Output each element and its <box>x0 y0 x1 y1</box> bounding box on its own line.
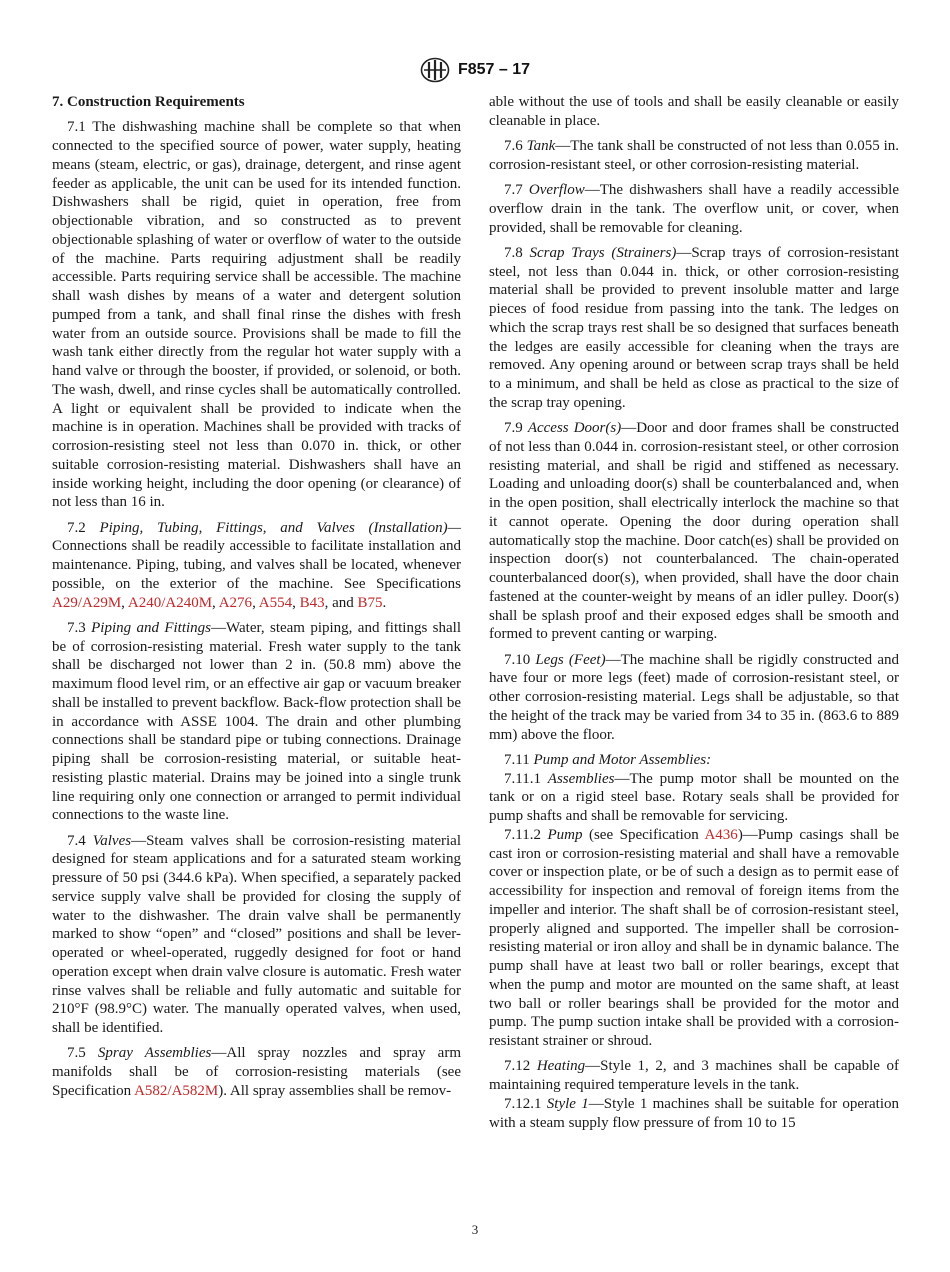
ref-link-a29[interactable]: A29/A29M <box>52 594 122 611</box>
paragraph-title: Assemblies <box>547 770 615 787</box>
ref-link-b75[interactable]: B75 <box>357 594 383 611</box>
paragraph-7-3: 7.3 Piping and Fittings—Water, steam piping, and fittings shall be of corrosion-resisting material. Fresh water supply to the tank shall be discharged not lower than 2 in. (50.8 mm) above the maximum flood level rim, or an effective air gap or vacuum breaker shall be installed to prevent backflow. Back-flow protection shall be in accordance with ASSE 1004. The drain and other plumbing connections shall be standard pipe or tubing connections. Drainage piping shall be corrosion-resisting material, or suitable heat-resisting plastic material. Drains may be joined into a single trunk line requiring only one connection or arranged to permit individual connections to the waste line. <box>52 619 462 824</box>
paragraph-title: Overflow <box>528 182 585 198</box>
paragraph-7-11-1: 7.11.1 Assemblies—The pump motor shall be mounted on the tank or on a rigid steel base. Rotary seals shall be provided for pump shafts and shall be removable for servicing. <box>489 770 899 824</box>
paragraph-title: Pump and Motor Assemblies: <box>533 751 712 768</box>
ref-link-b43[interactable]: B43 <box>299 594 325 611</box>
paragraph-title: Heating <box>536 1058 586 1075</box>
paragraph-title: Pump <box>547 826 583 843</box>
paragraph-7-2: 7.2 Piping, Tubing, Fittings, and Valves (Installation)—Connections shall be readily accessible to facilitate installation and maintenance. Piping, tubing, and valves shall be located, whenever possible, on the exterior of the machine. See Specifications A29/A29M, A240/A240M, A276, A554, B43, and B75. <box>52 519 462 611</box>
ref-link-a554[interactable]: A554 <box>258 594 293 611</box>
paragraph-7-6: 7.6 Tank—The tank shall be constructed of not less than 0.055 in. corrosion-resistant steel, or other corrosion-resisting material. <box>489 138 900 173</box>
paragraph-7-5: 7.5 Spray Assemblies—All spray nozzles and spray arm manifolds shall be of corrosion-resisting materials (see Specification A582/A582M). All spray assemblies shall be remov- <box>52 1045 461 1099</box>
paragraph-7-12: 7.12 Heating—Style 1, 2, and 3 machines shall be capable of maintaining required temperature levels in the tank. <box>489 1058 900 1093</box>
paragraph-7-11-2: 7.11.2 Pump (see Specification A436)—Pump casings shall be cast iron or corrosion-resisting material and shall have a removable cover or inspection plate, or be of such a design as to permit ease of accessibility for inspection and removal of foreign items from the impeller and interior. The shaft shall be of corrosion-resistant steel, properly aligned and supported. The impeller shall be corrosion-resisting material or iron alloy and shall be in dynamic balance. The pump shall have at least two ball or roller bearings, except that when the pump and motor are mounted on the same shaft, at least two ball or roller bearings shall be provided for the motor and pump. The pump suction intake shall be provided with a corrosion-resistant strainer or shroud. <box>489 826 899 1049</box>
paragraph-title: Piping, Tubing, Fittings, and Valves (Installation)— <box>99 519 462 536</box>
paragraph-title: Access Door(s) <box>527 420 622 436</box>
paragraph-title: Valves <box>92 832 132 849</box>
paragraph-title: Style 1 <box>546 1095 589 1112</box>
paragraph-7-10: 7.10 Legs (Feet)—The machine shall be rigidly constructed and have four or more legs (feet) made of corrosion-resistant steel, or other corrosion-resisting material. Legs shall be adjustable, so that the height of the track may be varied from 34 to 35 in. (863.6 to 889 mm) above the floor. <box>489 651 899 743</box>
paragraph-7-1: 7.1 The dishwashing machine shall be complete so that when connected to the specified source of power, water supply, heating means (steam, electric, or gas), drainage, detergent, and rinse agent feeder as applicable, the unit can be used for its intended function. Dishwashers shall be rigid, quiet in operation, free from objectionable vibration, and so constructed as to prevent objectionable splashing of water or overflow of water to the outside of the machine. Parts requiring adjustment shall be readily accessible. Parts requiring service shall be accessible. The machine shall wash dishes by means of a water and detergent solution pumped from a tank, and shall final rinse the dishes with fresh water from an outside source. Provisions shall be made to fill the wash tank either directly from the regular hot water supply with a hand valve or through the booster, if provided, or solenoid, or both. The wash, dwell, and rinse cycles shall be automatically controlled. A light or equivalent shall be provided to indicate when the machine is in operation. Machines shall be provided with tracks of corrosion-resisting steel not less than 0.070 in. thick, or other suitable corrosion-resisting material. Dishwashers shall have an inside working height, including the door opening (or clearance) of not less than 16 in. <box>52 119 461 511</box>
ref-link-a240[interactable]: A240/A240M <box>127 594 213 611</box>
left-column <box>52 93 461 1101</box>
paragraph-7-12-1: 7.12.1 Style 1—Style 1 machines shall be suitable for operation with a steam supply flow pressure of from 10 to 15 <box>489 1095 899 1131</box>
ref-link-a582[interactable]: A582/A582M <box>134 1082 219 1099</box>
page-number: 3 <box>471 1222 479 1237</box>
paragraph-title: Spray Assemblies <box>97 1045 212 1062</box>
paragraph-7-11: 7.11 Pump and Motor Assemblies: <box>504 751 712 768</box>
paragraph-7-4: 7.4 Valves—Steam valves shall be corrosion-resisting material designed for steam applications and for a saturated steam working pressure of 50 psi (344.6 kPa). When specified, a separately packed service supply valve shall be provided for closing the supply of water to the dishwasher. The drain valve shall be permanently marked to show “open” and “closed” positions and shall be lever-operated or wheel-operated, ruggedly designed for foot or hand operation except when drain valve closure is automatic. Fresh water rinse valves shall be reliable and fully automatic and suitable for 210°F (98.9°C) water. The manually operated valves, when used, shall be identified. <box>52 832 461 1036</box>
page-header <box>0 56 950 84</box>
astm-logo <box>420 57 450 83</box>
paragraph-title: Scrap Trays (Strainers) <box>529 244 677 261</box>
paragraph-title: Legs (Feet) <box>535 651 606 668</box>
ref-link-a436[interactable]: A436 <box>704 826 738 843</box>
ref-link-a276[interactable]: A276 <box>218 594 253 611</box>
paragraph-7-8: 7.8 Scrap Trays (Strainers)—Scrap trays of corrosion-resistant steel, not less than 0.044 in. thick, or other corrosion-resisting material shall be provided to prevent insoluble matter and large pieces of food residue from passing into the tank. The ledges on which the scrap trays rest shall be so designed that surfaces beneath the ledges are easily accessible for cleaning when the trays are removed. Any opening around or between scrap trays shall be held to a minimum, and shall be held as close as practical to the size of the scrap tray opening. <box>489 244 899 411</box>
paragraph-7-9: 7.9 Access Door(s)—Door and door frames shall be constructed of not less than 0.044 in. corrosion-resistant steel, or other corrosion resisting material, and shall be rigid and stiffened as necessary. Loading and unloading door(s) shall be counterbalanced and, when in the open position, shall electrically interlock the machine so that it cannot operate. Opening the door during operation shall automatically stop the machine. Door catch(es) shall be provided on inspection door(s) not counterbalanced. The chain-operated counterbalanced door(s), when provided, shall have the door chain fastened at the counter-weight by means of an idler pulley. Door(s) shall be splash proof and their exposed edges shall be smooth and formed to prevent canting or warping. <box>489 420 900 643</box>
standard-designation: F857 – 17 <box>457 61 531 78</box>
paragraph-title: Piping and Fittings <box>91 619 212 636</box>
section-title: 7. Construction Requirements <box>52 94 245 110</box>
paragraph-title: Tank <box>526 138 556 154</box>
right-column <box>489 93 899 1132</box>
paragraph-7-5-continued: able without the use of tools and shall be easily cleanable or easily cleanable in place. <box>489 94 899 129</box>
paragraph-7-7: 7.7 Overflow—The dishwashers shall have a readily accessible overflow drain in the tank. The overflow unit, or cover, when provided, shall be removable for cleaning. <box>489 182 900 236</box>
